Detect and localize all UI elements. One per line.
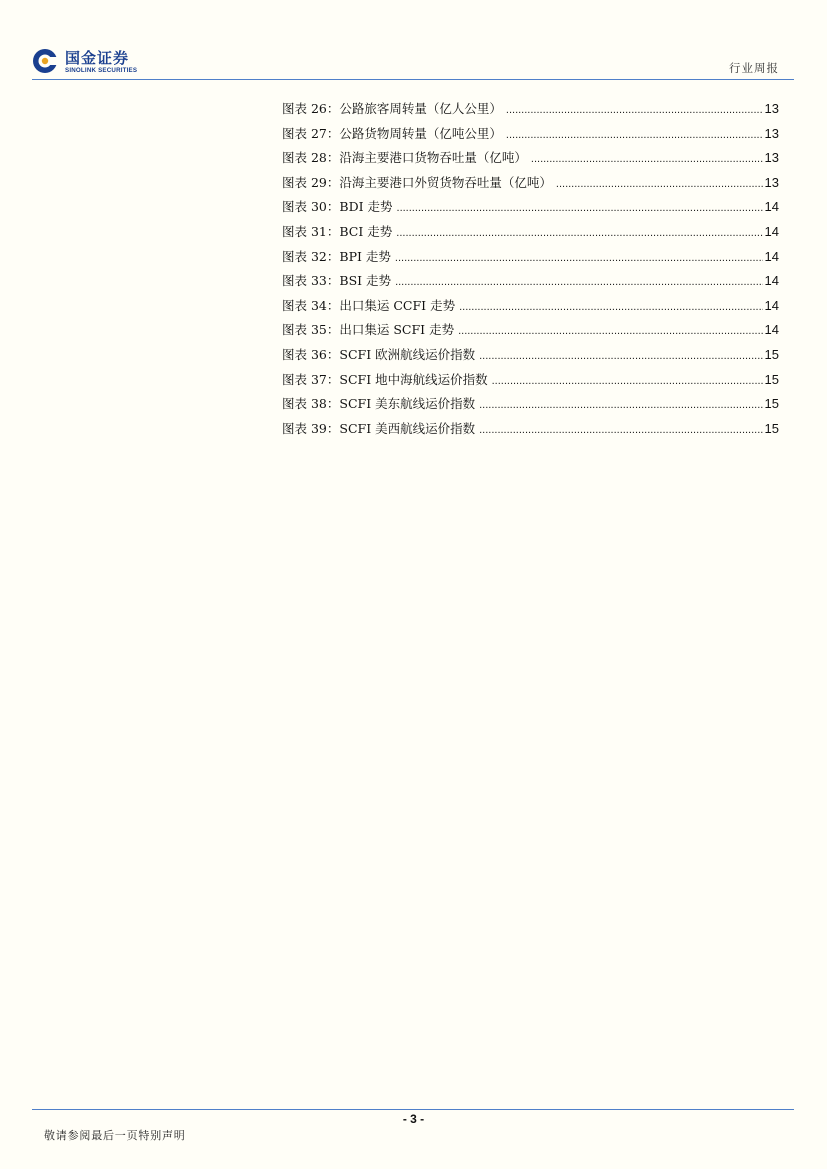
toc-dot-leader (458, 323, 762, 340)
toc-entry-title: SCFI 欧洲航线运价指数 (339, 346, 476, 362)
toc-dot-leader (396, 225, 762, 242)
toc-entry-label: 图表 29： (282, 174, 340, 190)
toc-entry-title: SCFI 美西航线运价指数 (339, 420, 476, 436)
report-type-label: 行业周报 (729, 61, 779, 75)
toc-dot-leader (531, 151, 763, 168)
toc-entry-page: 15 (764, 371, 779, 387)
toc-entry-title: 出口集运 CCFI 走势 (339, 297, 456, 313)
toc-dot-leader (506, 127, 763, 144)
toc-entry[interactable] (282, 297, 779, 322)
toc-entry-title: 公路货物周转量（亿吨公里） (339, 125, 502, 141)
toc-entry[interactable] (282, 223, 779, 248)
toc-entry-label: 图表 32： (282, 248, 340, 264)
toc-entry-page: 13 (764, 101, 779, 116)
toc-entry-page: 15 (764, 420, 779, 436)
toc-entry-title: BPI 走势 (339, 248, 391, 264)
toc-entry-page: 14 (764, 199, 779, 215)
toc-entry-label: 图表 31： (282, 223, 340, 239)
toc-dot-leader (397, 200, 763, 217)
chart-index-list (282, 100, 779, 444)
toc-entry-label: 图表 26： (282, 101, 340, 116)
toc-entry-page: 13 (764, 174, 779, 190)
toc-entry-title: BDI 走势 (339, 199, 393, 215)
toc-entry-label: 图表 39： (282, 420, 340, 436)
toc-entry-page: 14 (764, 273, 779, 289)
logo-english-text: SINOLINK SECURITIES (65, 67, 138, 74)
toc-entry-page: 14 (764, 322, 779, 338)
toc-entry[interactable] (282, 420, 779, 445)
toc-entry-label: 图表 38： (282, 396, 340, 412)
toc-entry-label: 图表 37： (282, 371, 340, 387)
toc-entry-label: 图表 36： (282, 346, 340, 362)
footer-divider (32, 1109, 794, 1110)
header-divider (32, 79, 794, 80)
toc-dot-leader (556, 176, 763, 193)
toc-dot-leader (492, 373, 763, 390)
toc-entry-title: 出口集运 SCFI 走势 (339, 322, 455, 338)
toc-entry-title: 沿海主要港口货物吞吐量（亿吨） (339, 150, 527, 166)
toc-entry-label: 图表 35： (282, 322, 340, 338)
toc-entry-label: 图表 33： (282, 273, 340, 289)
toc-entry-title: SCFI 美东航线运价指数 (339, 396, 476, 412)
toc-dot-leader (459, 299, 762, 316)
toc-dot-leader (479, 422, 762, 439)
toc-entry[interactable] (282, 321, 779, 346)
toc-dot-leader (395, 250, 763, 267)
page-header (0, 0, 827, 82)
toc-entry-page: 15 (764, 396, 779, 412)
toc-entry[interactable] (282, 149, 779, 174)
toc-entry-page: 15 (764, 346, 779, 362)
toc-entry-label: 图表 28： (282, 150, 340, 166)
toc-entry-page: 13 (764, 125, 779, 141)
toc-entry[interactable] (282, 174, 779, 199)
toc-dot-leader (395, 274, 762, 291)
toc-entry-label: 图表 34： (282, 297, 340, 313)
toc-entry[interactable] (282, 395, 779, 420)
toc-entry-title: SCFI 地中海航线运价指数 (339, 371, 488, 387)
disclaimer-text: 敬请参阅最后一页特别声明 (44, 1129, 186, 1142)
logo-chinese-text: 国金证券 (65, 49, 130, 67)
toc-entry[interactable] (282, 371, 779, 396)
toc-entry[interactable] (282, 346, 779, 371)
toc-entry-page: 13 (764, 150, 779, 166)
toc-entry-label: 图表 30： (282, 199, 340, 215)
toc-entry[interactable] (282, 272, 779, 297)
toc-entry-title: 沿海主要港口外贸货物吞吐量（亿吨） (339, 174, 552, 190)
toc-entry-title: BCI 走势 (339, 223, 393, 239)
toc-entry-label: 图表 27： (282, 125, 340, 141)
toc-dot-leader (479, 348, 762, 365)
toc-entry[interactable] (282, 125, 779, 150)
toc-entry[interactable] (282, 248, 779, 273)
toc-dot-leader (506, 102, 763, 119)
toc-entry[interactable] (282, 198, 779, 223)
toc-entry-title: 公路旅客周转量（亿人公里） (339, 101, 502, 116)
toc-entry[interactable] (282, 100, 779, 125)
toc-entry-page: 14 (764, 297, 779, 313)
toc-entry-page: 14 (764, 223, 779, 239)
toc-dot-leader (479, 397, 762, 414)
page-number: - 3 - (402, 1112, 425, 1126)
toc-entry-title: BSI 走势 (339, 273, 392, 289)
company-logo (32, 46, 162, 78)
sinolink-logo-icon (32, 48, 58, 74)
toc-entry-page: 14 (764, 248, 779, 264)
